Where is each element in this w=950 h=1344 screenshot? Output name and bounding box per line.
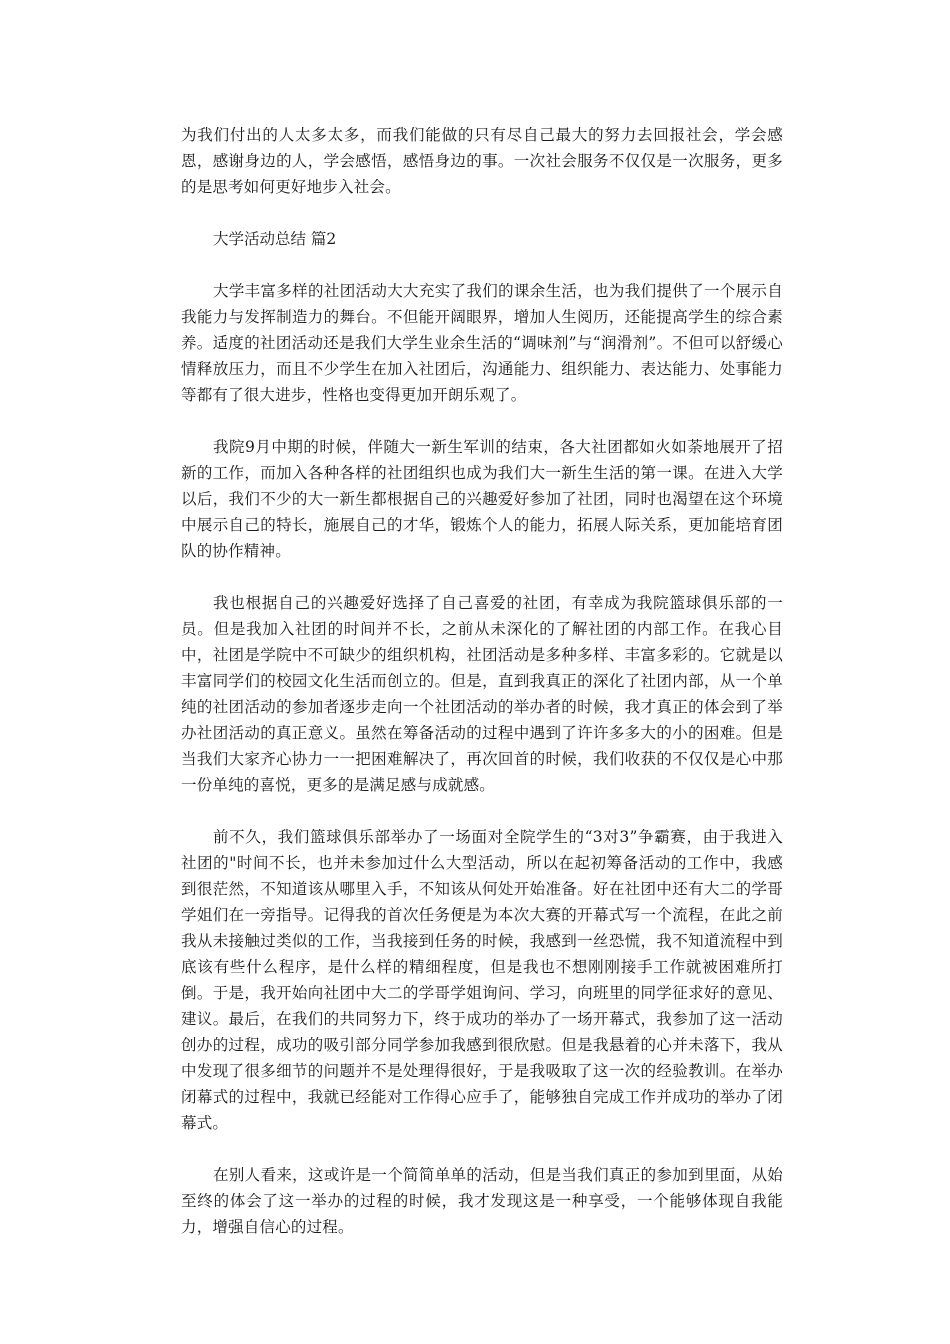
body-paragraph-1: 大学丰富多样的社团活动大大充实了我们的课余生活，也为我们提供了一个展示自我能力与发挥制造力的舞台。不但能开阔眼界，增加人生阅历，还能提高学生的综合素养。适度的社团活动还是我们大学生业余生活的“调味剂”与“润滑剂”。不但可以舒缓心情释放压力，而且不少学生在加入社团后，沟通能力、组织能力、表达能力、处事能力等都有了很大进步，性格也变得更加开朗乐观了。 [181, 282, 783, 404]
body-paragraph-3: 我也根据自己的兴趣爱好选择了自己喜爱的社团，有幸成为我院篮球俱乐部的一员。但是我加入社团的时间并不长，之前从未深化的了解社团的内部工作。在我心目中，社团是学院中不可缺少的组织机构，社团活动是多种多样、丰富多彩的。它就是以丰富同学们的校园文化生活而创立的。但是，直到我真正的深化了社团内部，从一个单纯的社团活动的参加者逐步走向一个社团活动的举办者的时候，我才真正的体会到了举办社团活动的真正意义。虽然在筹备活动的过程中遇到了许许多多大的小的困难。但是当我们大家齐心协力一一把困难解决了，再次回首的时候，我们收获的不仅仅是心中那一份单纯的喜悦，更多的是满足感与成就感。 [181, 594, 783, 794]
document-page [181, 122, 783, 1266]
section-heading: 大学活动总结 篇2 [213, 230, 337, 248]
body-paragraph-2: 我院9月中期的时候，伴随大一新生军训的结束，各大社团都如火如荼地展开了招新的工作，而加入各种各样的社团组织也成为我们大一新生生活的第一课。在进入大学以后，我们不少的大一新生都根据自己的兴趣爱好参加了社团，同时也渴望在这个环境中展示自己的特长，施展自己的才华，锻炼个人的能力，拓展人际关系，更加能培育团队的协作精神。 [181, 438, 783, 560]
body-paragraph-4: 前不久，我们篮球俱乐部举办了一场面对全院学生的“3对3”争霸赛，由于我进入社团的"时间不长，也并未参加过什么大型活动，所以在起初筹备活动的工作中，我感到很茫然，不知道该从哪里入手，不知该从何处开始准备。好在社团中还有大二的学哥学姐们在一旁指导。记得我的首次任务便是为本次大赛的开幕式写一个流程，在此之前我从未接触过类似的工作，当我接到任务的时候，我感到一丝恐慌，我不知道流程中到底该有些什么程序，是什么样的精细程度，但是我也不想刚刚接手工作就被困难所打倒。于是，我开始向社团中大二的学哥学姐询问、学习，向班里的同学征求好的意见、建议。最后，在我们的共同努力下，终于成功的举办了一场开幕式，我参加了这一活动创办的过程，成功的吸引部分同学参加我感到很欣慰。但是我悬着的心并未落下，我从中发现了很多细节的问题并不是处理得很好，于是我吸取了这一次的经验教训。在举办闭幕式的过程中，我就已经能对工作得心应手了，能够独自完成工作并成功的举办了闭幕式。 [181, 828, 783, 1132]
intro-paragraph: 为我们付出的人太多太多，而我们能做的只有尽自己最大的努力去回报社会，学会感恩，感谢身边的人，学会感悟，感悟身边的事。一次社会服务不仅仅是一次服务，更多的是思考如何更好地步入社会。 [181, 126, 783, 196]
body-paragraph-5: 在别人看来，这或许是一个简简单单的活动，但是当我们真正的参加到里面，从始至终的体会了这一举办的过程的时候，我才发现这是一种享受，一个能够体现自我能力，增强自信心的过程。 [181, 1166, 783, 1236]
